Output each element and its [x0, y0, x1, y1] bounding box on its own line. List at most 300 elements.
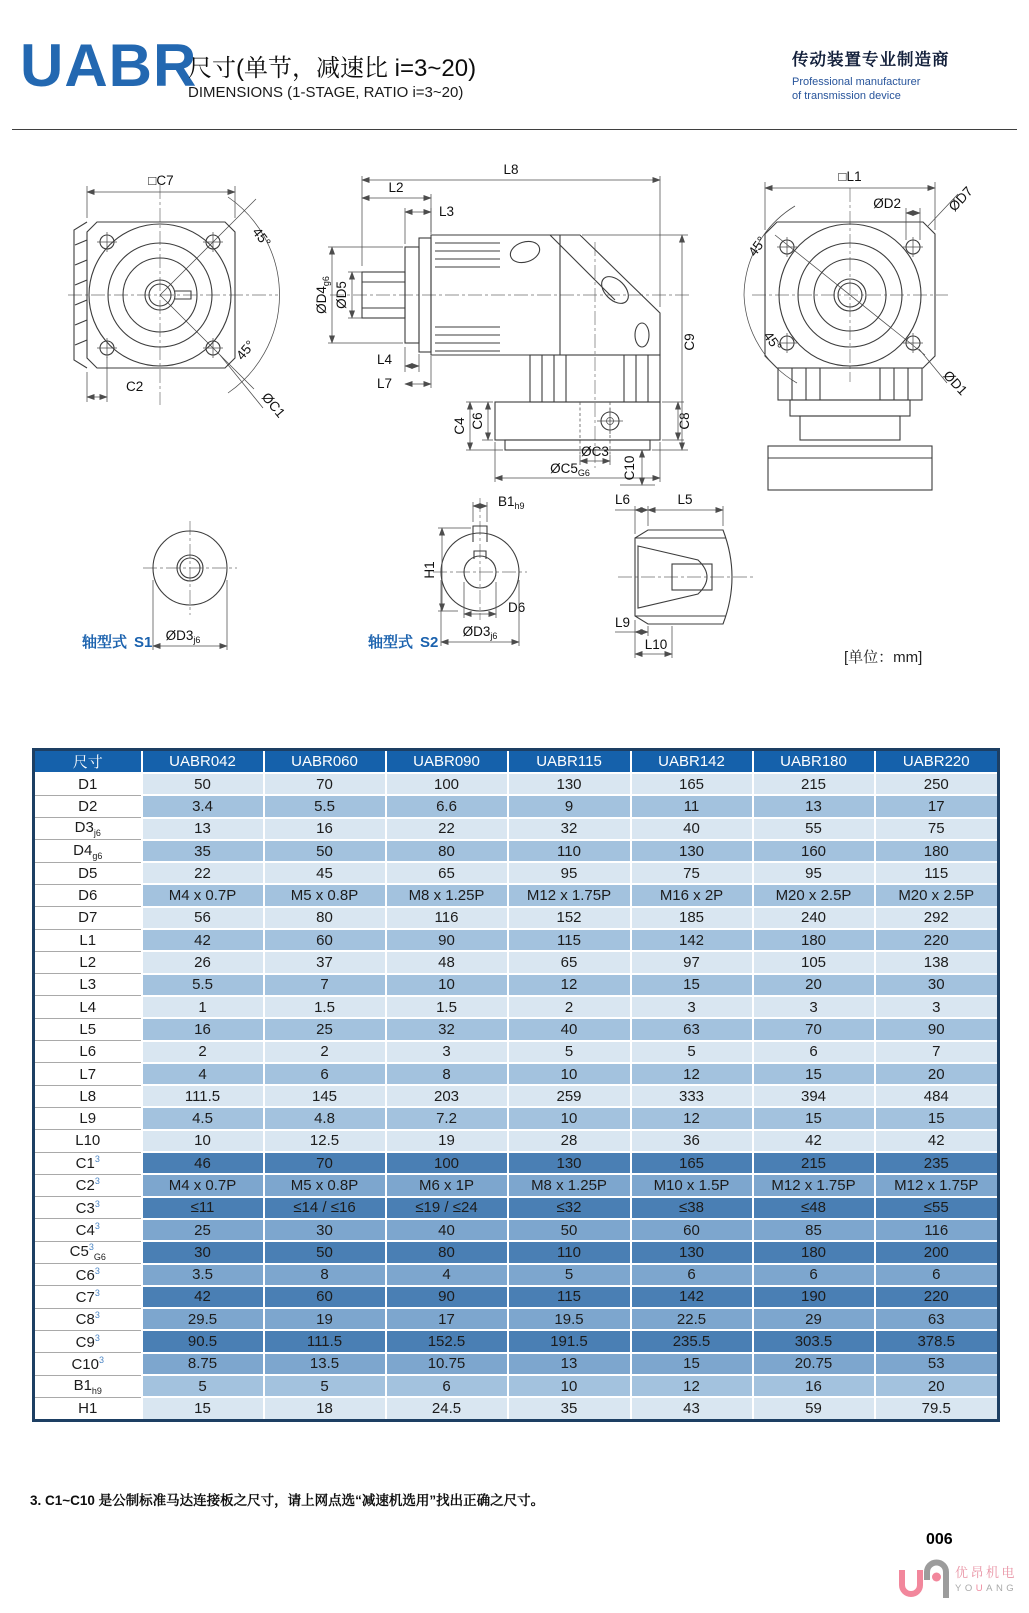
company-name-en: YOUANG: [955, 1583, 1018, 1594]
value-cell: 215: [753, 773, 875, 795]
value-cell: 70: [753, 1018, 875, 1040]
value-cell: 12: [631, 1063, 753, 1085]
front-view-right: [744, 169, 976, 490]
value-cell: 152.5: [386, 1330, 508, 1352]
table-row: [34, 884, 999, 906]
dim-label-d4: $ØD4_{g6}$: [314, 276, 331, 314]
table-row: [34, 1308, 999, 1330]
page-title-en: DIMENSIONS (1-STAGE, RATIO i=3~20): [188, 84, 464, 101]
value-cell: 111.5: [142, 1085, 264, 1107]
value-cell: 95: [753, 862, 875, 884]
value-cell: 3: [386, 1041, 508, 1063]
value-cell: 145: [264, 1085, 386, 1107]
dim-label-h1: H1: [422, 561, 437, 579]
dim-label-d2: ØD2: [873, 196, 901, 211]
value-cell: 8: [386, 1063, 508, 1085]
value-cell: M4 x 0.7P: [142, 884, 264, 906]
dim-label-d3-s2: $ØD3_{j6}$: [462, 624, 498, 641]
value-cell: 130: [508, 773, 631, 795]
model-column-header: UABR115: [508, 750, 631, 774]
table-row: [34, 1219, 999, 1241]
table-row: [34, 795, 999, 817]
value-cell: 16: [753, 1375, 875, 1397]
value-cell: M4 x 0.7P: [142, 1174, 264, 1196]
value-cell: 165: [631, 1152, 753, 1174]
value-cell: 90: [386, 1286, 508, 1308]
value-cell: 185: [631, 907, 753, 929]
table-row: [34, 818, 999, 840]
value-cell: M8 x 1.25P: [508, 1174, 631, 1196]
table-row: [34, 773, 999, 795]
value-cell: 42: [753, 1130, 875, 1152]
value-cell: 190: [753, 1286, 875, 1308]
brand-logo: UABR: [20, 32, 198, 99]
value-cell: M20 x 2.5P: [875, 884, 999, 906]
value-cell: 6: [753, 1041, 875, 1063]
value-cell: 12.5: [264, 1130, 386, 1152]
table-row: [34, 1018, 999, 1040]
dim-label-45-bottom-left-view: 45°: [233, 337, 258, 363]
dim-label-cell: $C3^3$: [34, 1197, 142, 1219]
value-cell: 5: [631, 1041, 753, 1063]
table-row: [34, 1174, 999, 1196]
dim-label-cell: D5: [34, 862, 142, 884]
value-cell: 215: [753, 1152, 875, 1174]
dim-label-l2: L2: [388, 180, 404, 195]
value-cell: 10.75: [386, 1353, 508, 1375]
dim-label-cell: $C8^3$: [34, 1308, 142, 1330]
value-cell: 35: [142, 840, 264, 862]
value-cell: 116: [875, 1219, 999, 1241]
value-cell: 152: [508, 907, 631, 929]
value-cell: 259: [508, 1085, 631, 1107]
value-cell: 19: [386, 1130, 508, 1152]
dim-label-c5: $ØC5_{G6}$: [550, 461, 590, 478]
value-cell: M6 x 1P: [386, 1174, 508, 1196]
unit-note: [单位：mm]: [844, 649, 923, 666]
value-cell: M10 x 1.5P: [631, 1174, 753, 1196]
value-cell: 24.5: [386, 1397, 508, 1420]
dim-label-cell: $C10^3$: [34, 1353, 142, 1375]
value-cell: 50: [264, 840, 386, 862]
value-cell: 12: [508, 974, 631, 996]
value-cell: 22.5: [631, 1308, 753, 1330]
value-cell: 12: [631, 1107, 753, 1129]
value-cell: 11: [631, 795, 753, 817]
value-cell: M5 x 0.8P: [264, 884, 386, 906]
value-cell: 30: [142, 1241, 264, 1263]
shaft-type-s2-view: [368, 494, 527, 651]
value-cell: 3: [631, 996, 753, 1018]
value-cell: M20 x 2.5P: [753, 884, 875, 906]
value-cell: 378.5: [875, 1330, 999, 1352]
value-cell: 18: [264, 1397, 386, 1420]
dim-label-d3-s1: $ØD3_{j6}$: [165, 628, 201, 645]
value-cell: 16: [142, 1018, 264, 1040]
dim-table-header-row: [34, 750, 999, 774]
dim-label-cell: L1: [34, 929, 142, 951]
value-cell: 30: [875, 974, 999, 996]
value-cell: 111.5: [264, 1330, 386, 1352]
dim-label-c3: ØC3: [581, 444, 609, 459]
dim-label-l8: L8: [503, 162, 519, 177]
value-cell: 20: [753, 974, 875, 996]
dim-label-d5: ØD5: [334, 281, 349, 309]
dim-label-c4: C4: [452, 417, 467, 435]
value-cell: 116: [386, 907, 508, 929]
value-cell: 13: [508, 1353, 631, 1375]
value-cell: 100: [386, 1152, 508, 1174]
dim-label-cell: L6: [34, 1041, 142, 1063]
value-cell: 15: [631, 974, 753, 996]
dim-label-l6: L6: [614, 492, 630, 507]
value-cell: 4.8: [264, 1107, 386, 1129]
shaft-type-s1-view: [82, 521, 237, 651]
value-cell: 4.5: [142, 1107, 264, 1129]
dim-label-l9: L9: [614, 615, 630, 630]
value-cell: 200: [875, 1241, 999, 1263]
value-cell: 20: [875, 1375, 999, 1397]
table-row: [34, 1107, 999, 1129]
value-cell: 180: [753, 929, 875, 951]
value-cell: ≤14 / ≤16: [264, 1197, 386, 1219]
value-cell: 12: [631, 1375, 753, 1397]
model-column-header: UABR142: [631, 750, 753, 774]
value-cell: 42: [142, 1286, 264, 1308]
value-cell: 15: [753, 1107, 875, 1129]
value-cell: 333: [631, 1085, 753, 1107]
table-row: [34, 974, 999, 996]
value-cell: M12 x 1.75P: [875, 1174, 999, 1196]
value-cell: 13: [753, 795, 875, 817]
dim-label-cell: $C2^3$: [34, 1174, 142, 1196]
dim-label-cell: D1: [34, 773, 142, 795]
table-row: [34, 1152, 999, 1174]
dim-label-l1: □L1: [838, 169, 862, 184]
value-cell: 97: [631, 951, 753, 973]
value-cell: 6: [875, 1264, 999, 1286]
value-cell: 6: [631, 1264, 753, 1286]
dim-label-cell: L8: [34, 1085, 142, 1107]
shaft-type-s2-label: 轴型式 S2: [368, 634, 439, 651]
model-column-header: UABR180: [753, 750, 875, 774]
value-cell: 19.5: [508, 1308, 631, 1330]
value-cell: 60: [631, 1219, 753, 1241]
table-row: [34, 996, 999, 1018]
value-cell: 15: [753, 1063, 875, 1085]
value-cell: 53: [875, 1353, 999, 1375]
value-cell: 25: [264, 1018, 386, 1040]
dim-table-body: [34, 773, 999, 1420]
value-cell: 7.2: [386, 1107, 508, 1129]
table-row: [34, 1264, 999, 1286]
value-cell: 65: [386, 862, 508, 884]
dim-label-cell: $C6^3$: [34, 1264, 142, 1286]
front-view-left: [68, 173, 288, 421]
dim-label-cell: D2: [34, 795, 142, 817]
value-cell: 5: [508, 1264, 631, 1286]
value-cell: 10: [142, 1130, 264, 1152]
value-cell: 80: [386, 840, 508, 862]
table-row: [34, 840, 999, 862]
table-row: [34, 1241, 999, 1263]
dim-label-d6: D6: [508, 600, 526, 615]
dim-label-c6: C6: [470, 412, 485, 430]
value-cell: 165: [631, 773, 753, 795]
value-cell: 1.5: [264, 996, 386, 1018]
value-cell: 65: [508, 951, 631, 973]
value-cell: 59: [753, 1397, 875, 1420]
value-cell: 115: [508, 929, 631, 951]
side-view-gearbox: [314, 162, 697, 485]
value-cell: 160: [753, 840, 875, 862]
table-row: [34, 1353, 999, 1375]
value-cell: 55: [753, 818, 875, 840]
value-cell: 35: [508, 1397, 631, 1420]
company-logo-text: [955, 1562, 1017, 1594]
value-cell: 80: [264, 907, 386, 929]
value-cell: 90.5: [142, 1330, 264, 1352]
value-cell: 45: [264, 862, 386, 884]
value-cell: M16 x 2P: [631, 884, 753, 906]
dim-label-cell: $D4_{g6}$: [34, 840, 142, 862]
value-cell: 7: [264, 974, 386, 996]
value-cell: 42: [142, 929, 264, 951]
dim-label-cell: L7: [34, 1063, 142, 1085]
dim-label-d1: ØD1: [940, 367, 971, 399]
dim-label-cell: $B1_{h9}$: [34, 1375, 142, 1397]
value-cell: 138: [875, 951, 999, 973]
table-row: [34, 1041, 999, 1063]
table-row: [34, 951, 999, 973]
value-cell: 394: [753, 1085, 875, 1107]
value-cell: 105: [753, 951, 875, 973]
value-cell: 40: [508, 1018, 631, 1040]
dim-label-c7: □C7: [148, 173, 174, 188]
dim-label-cell: $C7^3$: [34, 1286, 142, 1308]
manufacturer-block: [792, 46, 1012, 104]
value-cell: 17: [875, 795, 999, 817]
dim-label-l10: L10: [644, 637, 668, 652]
value-cell: 1: [142, 996, 264, 1018]
dim-label-45-top-right-view: 45°: [745, 233, 770, 260]
technical-drawing: [30, 150, 1000, 685]
value-cell: 80: [386, 1241, 508, 1263]
value-cell: 56: [142, 907, 264, 929]
value-cell: 5: [264, 1375, 386, 1397]
dim-label-l4: L4: [376, 352, 392, 367]
value-cell: 90: [386, 929, 508, 951]
dim-label-cell: $C9^3$: [34, 1330, 142, 1352]
value-cell: 5.5: [264, 795, 386, 817]
value-cell: 142: [631, 1286, 753, 1308]
value-cell: 63: [875, 1308, 999, 1330]
value-cell: 5.5: [142, 974, 264, 996]
model-column-header: UABR220: [875, 750, 999, 774]
value-cell: 3.4: [142, 795, 264, 817]
value-cell: 70: [264, 773, 386, 795]
dimension-table: [32, 748, 1000, 1422]
value-cell: 28: [508, 1130, 631, 1152]
value-cell: 25: [142, 1219, 264, 1241]
value-cell: 4: [142, 1063, 264, 1085]
footnote: [30, 1489, 544, 1509]
model-column-header: UABR060: [264, 750, 386, 774]
dim-label-l5: L5: [677, 492, 693, 507]
dim-label-cell: L4: [34, 996, 142, 1018]
table-row: [34, 1130, 999, 1152]
dim-label-cell: $D3_{j6}$: [34, 818, 142, 840]
value-cell: 2: [142, 1041, 264, 1063]
value-cell: 15: [142, 1397, 264, 1420]
value-cell: 20: [875, 1063, 999, 1085]
value-cell: 22: [386, 818, 508, 840]
value-cell: 5: [142, 1375, 264, 1397]
value-cell: M12 x 1.75P: [753, 1174, 875, 1196]
value-cell: 110: [508, 840, 631, 862]
value-cell: 6: [264, 1063, 386, 1085]
table-row: [34, 862, 999, 884]
value-cell: M8 x 1.25P: [386, 884, 508, 906]
value-cell: ≤11: [142, 1197, 264, 1219]
value-cell: ≤19 / ≤24: [386, 1197, 508, 1219]
page-number: 006: [926, 1531, 953, 1548]
dim-label-b1: $B1_{h9}$: [498, 494, 525, 511]
value-cell: 303.5: [753, 1330, 875, 1352]
value-cell: 7: [875, 1041, 999, 1063]
value-cell: 32: [386, 1018, 508, 1040]
value-cell: 50: [264, 1241, 386, 1263]
value-cell: 60: [264, 929, 386, 951]
value-cell: 50: [142, 773, 264, 795]
dim-label-d7: ØD7: [945, 183, 976, 215]
dim-label-cell: $C1^3$: [34, 1152, 142, 1174]
value-cell: 75: [631, 862, 753, 884]
dim-label-c10: C10: [622, 455, 637, 481]
value-cell: 50: [508, 1219, 631, 1241]
table-row: [34, 1197, 999, 1219]
dim-label-c2: C2: [126, 379, 144, 394]
value-cell: 240: [753, 907, 875, 929]
dim-label-cell: L5: [34, 1018, 142, 1040]
value-cell: 75: [875, 818, 999, 840]
table-row: [34, 1397, 999, 1420]
value-cell: ≤38: [631, 1197, 753, 1219]
value-cell: 9: [508, 795, 631, 817]
value-cell: 42: [875, 1130, 999, 1152]
value-cell: 3.5: [142, 1264, 264, 1286]
value-cell: 29: [753, 1308, 875, 1330]
dim-label-c8: C8: [677, 412, 692, 430]
value-cell: 180: [875, 840, 999, 862]
value-cell: 15: [875, 1107, 999, 1129]
dim-label-cell: D6: [34, 884, 142, 906]
value-cell: 13: [142, 818, 264, 840]
dim-label-l7: L7: [376, 376, 392, 391]
value-cell: 220: [875, 929, 999, 951]
value-cell: 3: [875, 996, 999, 1018]
value-cell: 36: [631, 1130, 753, 1152]
value-cell: 115: [508, 1286, 631, 1308]
value-cell: 13.5: [264, 1353, 386, 1375]
value-cell: 4: [386, 1264, 508, 1286]
value-cell: 22: [142, 862, 264, 884]
value-cell: 26: [142, 951, 264, 973]
table-row: [34, 1063, 999, 1085]
value-cell: 17: [386, 1308, 508, 1330]
value-cell: 292: [875, 907, 999, 929]
dim-label-cell: L2: [34, 951, 142, 973]
value-cell: 180: [753, 1241, 875, 1263]
value-cell: M12 x 1.75P: [508, 884, 631, 906]
value-cell: 100: [386, 773, 508, 795]
value-cell: 48: [386, 951, 508, 973]
value-cell: 2: [264, 1041, 386, 1063]
value-cell: 15: [631, 1353, 753, 1375]
value-cell: 95: [508, 862, 631, 884]
dim-label-cell: L3: [34, 974, 142, 996]
value-cell: 235.5: [631, 1330, 753, 1352]
value-cell: 19: [264, 1308, 386, 1330]
value-cell: 46: [142, 1152, 264, 1174]
value-cell: 250: [875, 773, 999, 795]
value-cell: 40: [631, 818, 753, 840]
value-cell: 2: [508, 996, 631, 1018]
table-row: [34, 929, 999, 951]
value-cell: 142: [631, 929, 753, 951]
company-name-zh: 优昂机电: [955, 1565, 1018, 1580]
value-cell: 37: [264, 951, 386, 973]
table-row: [34, 1330, 999, 1352]
value-cell: 43: [631, 1397, 753, 1420]
value-cell: 20.75: [753, 1353, 875, 1375]
value-cell: 6: [753, 1264, 875, 1286]
value-cell: 110: [508, 1241, 631, 1263]
dim-label-cell: D7: [34, 907, 142, 929]
dim-label-cell: L9: [34, 1107, 142, 1129]
value-cell: 203: [386, 1085, 508, 1107]
dim-label-45-bottom-right-view: 45°: [760, 328, 785, 355]
company-logo-icon: [897, 1556, 949, 1600]
value-cell: 8: [264, 1264, 386, 1286]
value-cell: 484: [875, 1085, 999, 1107]
value-cell: 10: [508, 1107, 631, 1129]
page-title-zh: 尺寸(单节，减速比 i=3~20): [188, 55, 477, 82]
value-cell: 130: [631, 1241, 753, 1263]
dim-label-45-top-left-view: 45°: [249, 224, 274, 250]
value-cell: M5 x 0.8P: [264, 1174, 386, 1196]
value-cell: 85: [753, 1219, 875, 1241]
dim-label-cell: $C5^3_{G6}$: [34, 1241, 142, 1263]
value-cell: 220: [875, 1286, 999, 1308]
value-cell: 3: [753, 996, 875, 1018]
company-logo: [897, 1556, 1017, 1600]
model-column-header: UABR042: [142, 750, 264, 774]
value-cell: 235: [875, 1152, 999, 1174]
footnote-prefix: 3. C1~C10: [30, 1493, 99, 1508]
value-cell: 60: [264, 1286, 386, 1308]
table-row: [34, 1286, 999, 1308]
value-cell: ≤55: [875, 1197, 999, 1219]
value-cell: 6.6: [386, 795, 508, 817]
manufacturer-en: Professional manufacturer of transmission device: [792, 76, 921, 102]
value-cell: 130: [631, 840, 753, 862]
value-cell: ≤32: [508, 1197, 631, 1219]
table-row: [34, 907, 999, 929]
value-cell: 30: [264, 1219, 386, 1241]
value-cell: 70: [264, 1152, 386, 1174]
value-cell: 10: [386, 974, 508, 996]
